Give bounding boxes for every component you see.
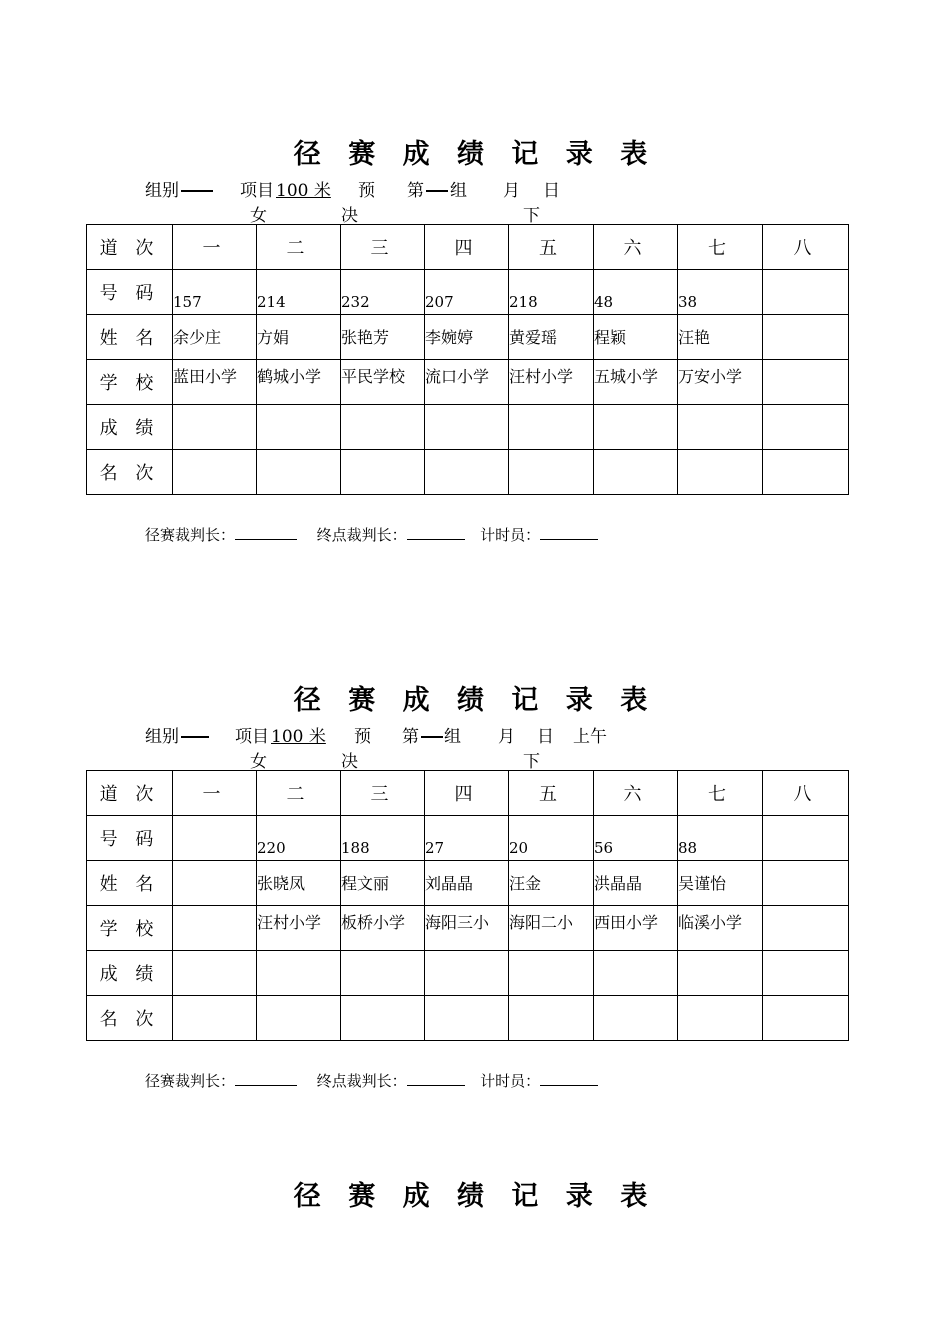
- rank-cell[interactable]: [173, 996, 257, 1041]
- result-cell[interactable]: [594, 405, 678, 450]
- name-cell[interactable]: [509, 315, 594, 360]
- result-cell[interactable]: [678, 951, 763, 996]
- number-cell[interactable]: [509, 270, 594, 315]
- number-cell[interactable]: [257, 816, 341, 861]
- row-label-number: 号 码: [87, 816, 173, 861]
- name-cell[interactable]: [341, 861, 425, 906]
- result-cell[interactable]: [678, 405, 763, 450]
- period-line2: 下: [523, 752, 540, 772]
- lane-2: 二: [257, 225, 341, 270]
- athlete-number: 88: [678, 839, 698, 857]
- rank-cell[interactable]: [594, 996, 678, 1041]
- school-cell[interactable]: [425, 360, 509, 405]
- name-cell[interactable]: [509, 861, 594, 906]
- group-blank[interactable]: [181, 722, 209, 743]
- lane-6: 六: [594, 771, 678, 816]
- lane-5: 五: [509, 225, 594, 270]
- athlete-name: 张晓凤: [257, 874, 306, 893]
- number-cell[interactable]: [173, 816, 257, 861]
- school-cell[interactable]: [678, 360, 763, 405]
- rank-cell[interactable]: [763, 996, 849, 1041]
- sheet-title: 径 赛 成 绩 记 录 表: [293, 685, 657, 716]
- number-cell[interactable]: [678, 270, 763, 315]
- athlete-name: 程文丽: [341, 874, 390, 893]
- name-row: [87, 861, 849, 906]
- rank-cell[interactable]: [341, 450, 425, 495]
- number-cell[interactable]: [509, 816, 594, 861]
- athlete-school: 蓝田小学: [173, 367, 238, 386]
- event-value: 100 米: [276, 181, 331, 201]
- group-label: 组别: [145, 727, 179, 747]
- athlete-school: 万安小学: [678, 367, 743, 386]
- row-label-number: 号 码: [87, 270, 173, 315]
- rank-cell[interactable]: [173, 450, 257, 495]
- athlete-school: 西田小学: [594, 913, 659, 932]
- school-cell[interactable]: [509, 360, 594, 405]
- athlete-number: 188: [341, 839, 370, 857]
- group-label: 组别: [145, 181, 179, 201]
- athlete-name: 洪晶晶: [594, 874, 643, 893]
- athlete-name: 方娟: [257, 328, 290, 347]
- heat-label-post: 组: [450, 181, 467, 201]
- gender-label: 女: [250, 206, 267, 226]
- row-label-school: 学 校: [87, 906, 173, 951]
- name-cell[interactable]: [678, 315, 763, 360]
- school-row: [87, 360, 849, 405]
- number-cell[interactable]: [763, 270, 849, 315]
- lane-2: 二: [257, 771, 341, 816]
- school-cell[interactable]: [257, 906, 341, 951]
- lane-3: 三: [341, 225, 425, 270]
- athlete-school: 流口小学: [425, 367, 490, 386]
- event-label: 项目: [240, 181, 274, 201]
- rank-cell[interactable]: [257, 996, 341, 1041]
- athlete-number: [763, 270, 848, 293]
- athlete-number: 38: [678, 293, 698, 311]
- school-cell[interactable]: [341, 360, 425, 405]
- row-label-rank: 名 次: [87, 450, 173, 495]
- number-row: [87, 270, 849, 315]
- name-cell[interactable]: [425, 861, 509, 906]
- day-label: 日: [537, 727, 554, 747]
- athlete-number: 27: [425, 839, 445, 857]
- referee-label: 径赛裁判长：: [145, 526, 236, 544]
- athlete-school: 汪村小学: [257, 913, 322, 932]
- athlete-name: 张艳芳: [341, 328, 390, 347]
- heat-blank[interactable]: [421, 722, 443, 743]
- name-cell[interactable]: [173, 315, 257, 360]
- school-cell[interactable]: [763, 360, 849, 405]
- round-line2: 决: [341, 752, 358, 772]
- athlete-school: 五城小学: [594, 367, 659, 386]
- result-cell[interactable]: [341, 951, 425, 996]
- time-of-day: 上午: [573, 727, 607, 747]
- athlete-school: 临溪小学: [678, 913, 743, 932]
- result-cell[interactable]: [173, 405, 257, 450]
- athlete-number: 218: [509, 293, 538, 311]
- number-cell[interactable]: [341, 816, 425, 861]
- referee-blank[interactable]: [235, 1073, 297, 1086]
- timer-label: 计时员：: [480, 526, 541, 544]
- round-label: 预: [354, 727, 371, 747]
- finish-judge-label: 终点裁判长：: [316, 526, 407, 544]
- athlete-name: 余少庄: [173, 328, 222, 347]
- athlete-school: 汪村小学: [509, 367, 574, 386]
- school-cell[interactable]: [763, 906, 849, 951]
- lane-6: 六: [594, 225, 678, 270]
- number-cell[interactable]: [341, 270, 425, 315]
- lane-7: 七: [678, 225, 763, 270]
- name-cell[interactable]: [257, 861, 341, 906]
- round-line2: 决: [341, 206, 358, 226]
- timer-blank[interactable]: [540, 527, 598, 540]
- results-table: [86, 224, 849, 495]
- finish-judge-blank[interactable]: [407, 1073, 465, 1086]
- finish-judge-blank[interactable]: [407, 527, 465, 540]
- rank-cell[interactable]: [425, 450, 509, 495]
- athlete-name: [763, 861, 848, 871]
- month-label: 月: [498, 727, 515, 747]
- athlete-school: [173, 906, 256, 910]
- event-value: 100 米: [271, 727, 326, 747]
- athlete-number: [173, 816, 256, 839]
- athlete-name: 吴谨怡: [678, 874, 727, 893]
- name-cell[interactable]: [763, 861, 849, 906]
- athlete-number: 48: [594, 293, 614, 311]
- signature-line: [145, 524, 598, 545]
- name-cell[interactable]: [678, 861, 763, 906]
- result-cell[interactable]: [763, 405, 849, 450]
- group-blank[interactable]: [181, 176, 213, 197]
- number-cell[interactable]: [594, 816, 678, 861]
- result-cell[interactable]: [257, 405, 341, 450]
- athlete-school: 海阳二小: [509, 913, 574, 932]
- athlete-name: 李婉婷: [425, 328, 474, 347]
- rank-row: [87, 996, 849, 1041]
- athlete-school: [763, 360, 848, 364]
- name-cell[interactable]: [257, 315, 341, 360]
- name-cell[interactable]: [425, 315, 509, 360]
- athlete-name: 程颖: [594, 328, 627, 347]
- heat-label-pre: 第: [407, 181, 424, 201]
- result-cell[interactable]: [509, 951, 594, 996]
- school-cell[interactable]: [594, 906, 678, 951]
- name-cell[interactable]: [173, 861, 257, 906]
- result-cell[interactable]: [341, 405, 425, 450]
- lane-1: 一: [173, 771, 257, 816]
- day-label: 日: [543, 181, 560, 201]
- row-label-result: 成 绩: [87, 405, 173, 450]
- name-cell[interactable]: [594, 315, 678, 360]
- gender-label: 女: [250, 752, 267, 772]
- row-label-school: 学 校: [87, 360, 173, 405]
- school-cell[interactable]: [341, 906, 425, 951]
- finish-judge-label: 终点裁判长：: [316, 1072, 407, 1090]
- result-cell[interactable]: [425, 951, 509, 996]
- athlete-number: 232: [341, 293, 370, 311]
- rank-cell[interactable]: [678, 996, 763, 1041]
- referee-label: 径赛裁判长：: [145, 1072, 236, 1090]
- timer-label: 计时员：: [480, 1072, 541, 1090]
- athlete-number: 20: [509, 839, 529, 857]
- rank-cell[interactable]: [763, 450, 849, 495]
- school-cell[interactable]: [425, 906, 509, 951]
- lane-5: 五: [509, 771, 594, 816]
- school-cell[interactable]: [257, 360, 341, 405]
- athlete-name: 汪艳: [678, 328, 711, 347]
- athlete-name: 汪金: [509, 874, 542, 893]
- athlete-name: 刘晶晶: [425, 874, 474, 893]
- lane-4: 四: [425, 225, 509, 270]
- number-cell[interactable]: [425, 816, 509, 861]
- rank-cell[interactable]: [425, 996, 509, 1041]
- name-row: [87, 315, 849, 360]
- event-label: 项目: [235, 727, 269, 747]
- lane-header: 道 次: [87, 225, 173, 270]
- school-cell[interactable]: [678, 906, 763, 951]
- rank-cell[interactable]: [678, 450, 763, 495]
- athlete-number: 157: [173, 293, 202, 311]
- school-cell[interactable]: [594, 360, 678, 405]
- rank-row: [87, 450, 849, 495]
- athlete-number: 207: [425, 293, 454, 311]
- result-row: [87, 405, 849, 450]
- lane-3: 三: [341, 771, 425, 816]
- name-cell[interactable]: [763, 315, 849, 360]
- school-cell[interactable]: [509, 906, 594, 951]
- rank-cell[interactable]: [509, 996, 594, 1041]
- athlete-school: 海阳三小: [425, 913, 490, 932]
- row-label-rank: 名 次: [87, 996, 173, 1041]
- result-cell[interactable]: [425, 405, 509, 450]
- heat-blank[interactable]: [426, 176, 448, 197]
- rank-cell[interactable]: [341, 996, 425, 1041]
- rank-cell[interactable]: [594, 450, 678, 495]
- heat-label-pre: 第: [402, 727, 419, 747]
- lane-8: 八: [763, 771, 849, 816]
- result-cell[interactable]: [173, 951, 257, 996]
- athlete-number: 214: [257, 293, 286, 311]
- result-row: [87, 951, 849, 996]
- school-row: [87, 906, 849, 951]
- timer-blank[interactable]: [540, 1073, 598, 1086]
- athlete-school: [763, 906, 848, 910]
- athlete-name: 黄爱瑶: [509, 328, 558, 347]
- lane-1: 一: [173, 225, 257, 270]
- lane-header: 道 次: [87, 771, 173, 816]
- month-label: 月: [503, 181, 520, 201]
- name-cell[interactable]: [594, 861, 678, 906]
- number-cell[interactable]: [173, 270, 257, 315]
- number-cell[interactable]: [594, 270, 678, 315]
- result-cell[interactable]: [509, 405, 594, 450]
- school-cell[interactable]: [173, 906, 257, 951]
- round-label: 预: [358, 181, 375, 201]
- result-cell[interactable]: [594, 951, 678, 996]
- results-table: [86, 770, 849, 1041]
- result-cell[interactable]: [763, 951, 849, 996]
- number-cell[interactable]: [763, 816, 849, 861]
- rank-cell[interactable]: [509, 450, 594, 495]
- athlete-number: [763, 816, 848, 839]
- heat-label-post: 组: [444, 727, 461, 747]
- athlete-number: 56: [594, 839, 614, 857]
- result-cell[interactable]: [257, 951, 341, 996]
- row-label-name: 姓 名: [87, 315, 173, 360]
- athlete-name: [173, 861, 256, 871]
- period-line2: 下: [523, 206, 540, 226]
- athlete-school: 板桥小学: [341, 913, 406, 932]
- rank-cell[interactable]: [257, 450, 341, 495]
- athlete-school: 鹤城小学: [257, 367, 322, 386]
- row-label-name: 姓 名: [87, 861, 173, 906]
- school-cell[interactable]: [173, 360, 257, 405]
- name-cell[interactable]: [341, 315, 425, 360]
- number-cell[interactable]: [425, 270, 509, 315]
- number-cell[interactable]: [678, 816, 763, 861]
- lane-header-row: [87, 771, 849, 816]
- sheet-title: 径 赛 成 绩 记 录 表: [293, 1181, 657, 1212]
- athlete-name: [763, 315, 848, 325]
- lane-4: 四: [425, 771, 509, 816]
- athlete-number: 220: [257, 839, 286, 857]
- athlete-school: 平民学校: [341, 367, 406, 386]
- referee-blank[interactable]: [235, 527, 297, 540]
- number-cell[interactable]: [257, 270, 341, 315]
- sheet-title: 径 赛 成 绩 记 录 表: [293, 139, 657, 170]
- number-row: [87, 816, 849, 861]
- row-label-result: 成 绩: [87, 951, 173, 996]
- lane-7: 七: [678, 771, 763, 816]
- signature-line: [145, 1070, 598, 1091]
- lane-8: 八: [763, 225, 849, 270]
- lane-header-row: [87, 225, 849, 270]
